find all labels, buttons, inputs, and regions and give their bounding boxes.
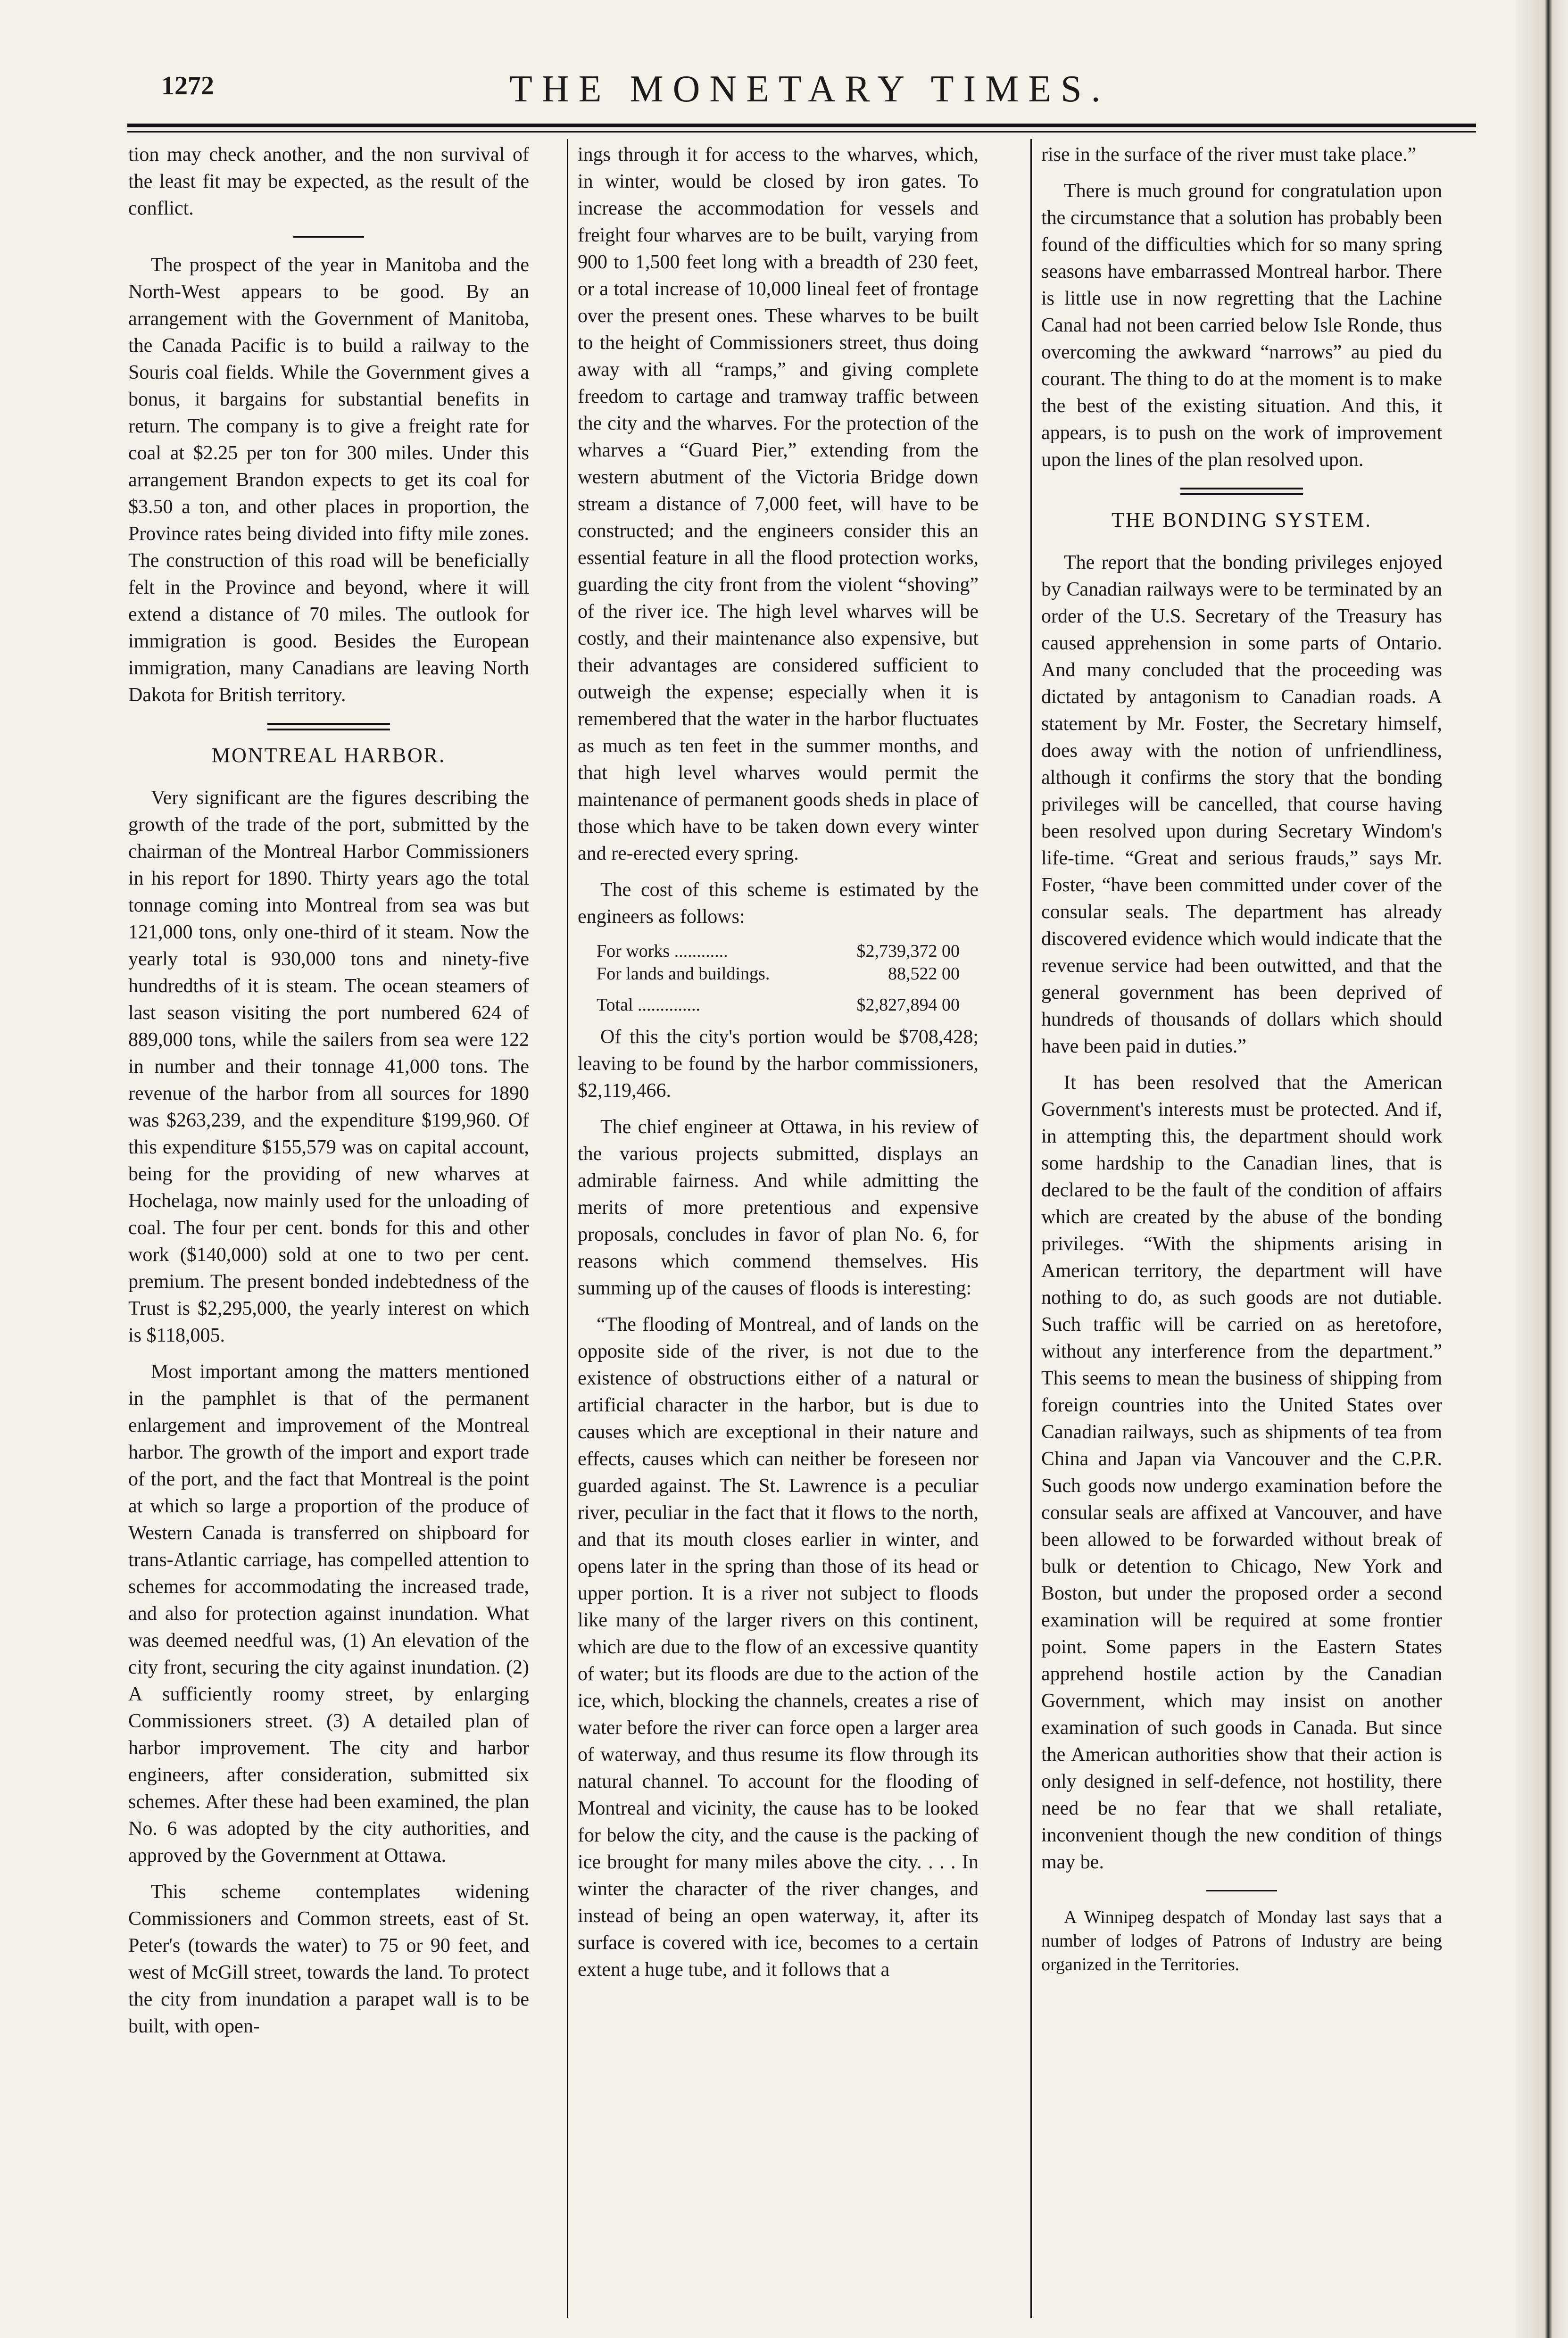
paragraph: rise in the surface of the river must take place.” xyxy=(1041,144,1417,166)
article-heading: MONTREAL HARBOR. xyxy=(211,744,446,767)
section-rule xyxy=(293,236,364,238)
cost-label: Total .............. xyxy=(597,995,701,1015)
column-1 xyxy=(128,141,529,2319)
cost-label: For lands and buildings. xyxy=(597,964,770,984)
section-rule xyxy=(1206,1890,1277,1891)
paragraph: Of this the city's portion would be $708,428; leaving to be found by the harbor commissioners, $2,119,466. xyxy=(578,1026,979,1102)
quoted-paragraph: “The flooding of Montreal, and of lands on the opposite side of the river, is not due to the existence of obstructions either of a natural or artificial character in the harbor, but is due to causes which are exceptional in their nature and effects, causes which can neither be foreseen nor guarded against. The St. Lawrence is a peculiar river, peculiar in the fact that it flows to the north, and that its mouth closes earlier in winter, and opens later in the spring than those of its head or upper portion. It is a river not subject to floods like many of the larger rivers on this continent, which are due to the flow of an excessive quantity of water; but its floods are due to the action of the ice, which, blocking the channels, creates a rise of water before the river can force open a larger area of waterway, and thus resume its flow through its natural channel. To account for the flooding of Montreal and vicinity, the cause has to be looked for below the city, and the cause is the packing of ice brought for many miles above the city. . . . In winter the character of the river changes, and instead of being an open waterway, it, after its surface is covered with ice, becomes to a certain extent a huge tube, and it follows that a xyxy=(578,1314,979,1981)
paragraph: The prospect of the year in Manitoba and the North-West appears to be good. By an arrangement with the Government of Manitoba, the Canada Pacific is to build a railway to the Souris coal fields. While the Government gives a bonus, it bargains for substantial benefits in return. The company is to give a freight rate for coal at $2.25 per ton for 300 miles. Under this arrangement Brandon expects to get its coal for $3.50 a ton, and other places in proportion, the Province rates being divided into fifty mile zones. The construction of this road will be beneficially felt in the Province and beyond, where it will extend a distance of 70 miles. The outlook for immigration is good. Besides the European immigration, many Canadians are leaving North Dakota for British territory. xyxy=(128,254,529,706)
news-note: A Winnipeg despatch of Monday last says that a number of lodges of Patrons of Industry are being organized in the Territories. xyxy=(1041,1907,1442,1974)
column-3 xyxy=(1041,141,1442,2319)
paragraph: Most important among the matters mentioned in the pamphlet is that of the permanent enlargement and improvement of the Montreal harbor. The growth of the import and export trade of the port, and the fact that Montreal is the point at which so large a proportion of the produce of Western Canada is transferred on shipboard for trans-Atlantic carriage, has compelled attention to schemes for accommodating the increased trade, and also for protection against inundation. What was deemed needful was, (1) An elevation of the city front, securing the city against inundation. (2) A sufficiently roomy street, by enlarging Commissioners street. (3) A detailed plan of harbor improvement. The city and harbor engineers, after consideration, submitted six schemes. After these had been examined, the plan No. 6 was adopted by the city authorities, and approved by the Government at Ottawa. xyxy=(128,1361,529,1866)
article-heading: THE BONDING SYSTEM. xyxy=(1112,508,1372,531)
section-double-rule xyxy=(267,723,390,730)
paragraph: The chief engineer at Ottawa, in his review of the various projects submitted, displays an admirable fairness. And while admitting the merits of more pretentious and expensive proposals, concludes in favor of plan No. 6, for reasons which commend themselves. His summing up of the causes of floods is interesting: xyxy=(578,1116,979,1299)
paragraph: The report that the bonding privileges enjoyed by Canadian railways were to be terminated by an order of the U.S. Secretary of the Treasury has caused apprehension in some parts of Ontario. And many concluded that the proceeding was dictated by antagonism to Canadian roads. A statement by Mr. Foster, the Secretary himself, does away with the notion of unfriendliness, although it confirms the story that the bonding privileges will be cancelled, that course having been resolved upon during Secretary Windom's life-time. “Great and serious frauds,” says Mr. Foster, “have been committed under cover of the consular seals. The department has already discovered evidence which would indicate that the revenue service had been outwitted, and that the general government has been deprived of hundreds of thousands of dollars which should have been paid in duties.” xyxy=(1041,552,1442,1057)
cost-label: For works ............ xyxy=(597,941,728,961)
page-header xyxy=(0,68,1509,118)
cost-table xyxy=(597,940,979,1016)
header-rule-top xyxy=(127,124,1476,127)
section-double-rule xyxy=(1180,488,1303,495)
paragraph: ings through it for access to the wharves, which, in winter, would be closed by iron gates. To increase the accommodation for vessels and freight four wharves are to be built, varying from 900 to 1,500 feet long with a breadth of 230 feet, or a total increase of 10,000 lineal feet of frontage over the present ones. These wharves to be built to the height of Commissioners street, thus doing away with all “ramps,” and giving complete freedom to cartage and tramway traffic between the city and the wharves. For the protection of the wharves a “Guard Pier,” extending from the western abutment of the Victoria Bridge down stream a distance of 7,000 feet, will have to be constructed; and the engineers consider this an essential feature in all the flood protection works, guarding the city front from the violent “shoving” of the river ice. The high level wharves will be costly, and their maintenance also expensive, but their advantages are considered sufficient to outweigh the expense; especially when it is remembered that the water in the harbor fluctuates as much as ten feet in the summer months, and that high level wharves would permit the maintenance of permanent goods sheds in place of those which have to be taken down every winter and re-erected every spring. xyxy=(578,144,979,864)
column-divider-1 xyxy=(567,139,568,2318)
column-2 xyxy=(578,141,979,2319)
column-divider-2 xyxy=(1030,139,1032,2318)
cost-row-total xyxy=(597,994,979,1016)
paragraph: tion may check another, and the non survival of the least fit may be expected, as the result of the conflict. xyxy=(128,144,529,219)
cost-value: 88,522 00 xyxy=(888,964,960,984)
paragraph: The cost of this scheme is estimated by the engineers as follows: xyxy=(578,879,979,928)
scanned-page-edge xyxy=(1516,0,1568,2338)
paragraph: It has been resolved that the American Government's interests must be protected. And if, in attempting this, the department should work some hardship to the Canadian lines, that is declared to be the fault of the condition of affairs which are created by the abuse of the bonding privileges. “With the shipments arising in American territory, the department will have nothing to do, as such goods are not dutiable. Such traffic will be carried on as heretofore, without any interference from the department.” This seems to mean the business of shipping from foreign countries into the United States over Canadian railways, such as shipments of tea from China and Japan via Vancouver and the C.P.R. Such goods now undergo examination before the consular seals are affixed at Vancouver, and have been allowed to be forwarded without break of bulk or detention to Chicago, New York and Boston, but under the proposed order a second examination will be required at some frontier point. Some papers in the Eastern States apprehend hostile action by the Canadian Government, which may insist on another examination of such goods in Canada. But since the American authorities show that their action is only designed in self-defence, not hostility, there need be no fear that we shall retaliate, inconvenient though the new condition of things may be. xyxy=(1041,1072,1442,1873)
paragraph: This scheme contemplates widening Commissioners and Common streets, east of St. Peter's (towards the water) to 75 or 90 feet, and west of McGill street, towards the land. To protect the city from inundation a parapet wall is to be built, with open- xyxy=(128,1881,529,2037)
paragraph: Very significant are the figures describing the growth of the trade of the port, submitted by the chairman of the Montreal Harbor Commissioners in his report for 1890. Thirty years ago the total tonnage coming into Montreal from sea was but 121,000 tons, only one-third of it steam. Now the yearly total is 930,000 tons and ninety-five hundredths of it is steam. The ocean steamers of last season visiting the port numbered 624 of 889,000 tons, while the sailers from sea were 122 in number and their tonnage 41,000 tons. The revenue of the harbor from all sources for 1890 was $263,239, and the expenditure $199,960. Of this expenditure $155,579 was on capital account, being for the providing of new wharves at Hochelaga, now mainly used for the unloading of coal. The four per cent. bonds for this and other work ($140,000) sold at one to two per cent. premium. The present bonded indebtedness of the Trust is $2,295,000, the yearly interest on which is $118,005. xyxy=(128,787,529,1346)
cost-row-works xyxy=(597,940,979,962)
page-number: 1272 xyxy=(161,71,214,100)
cost-value: $2,739,372 00 xyxy=(856,941,960,961)
header-rule-bottom xyxy=(127,131,1476,133)
cost-row-lands xyxy=(597,962,979,985)
cost-value: $2,827,894 00 xyxy=(856,995,960,1015)
masthead-title: THE MONETARY TIMES. xyxy=(509,68,1110,110)
paragraph: There is much ground for congratulation upon the circumstance that a solution has probably been found of the difficulties which for so many spring seasons have embarrassed Montreal harbor. There is little use in now regretting that the Lachine Canal had not been carried below Isle Ronde, thus overcoming the awkward “narrows” au pied du courant. The thing to do at the moment is to make the best of the existing situation. And this, it appears, is to push on the work of improvement upon the lines of the plan resolved upon. xyxy=(1041,180,1442,471)
